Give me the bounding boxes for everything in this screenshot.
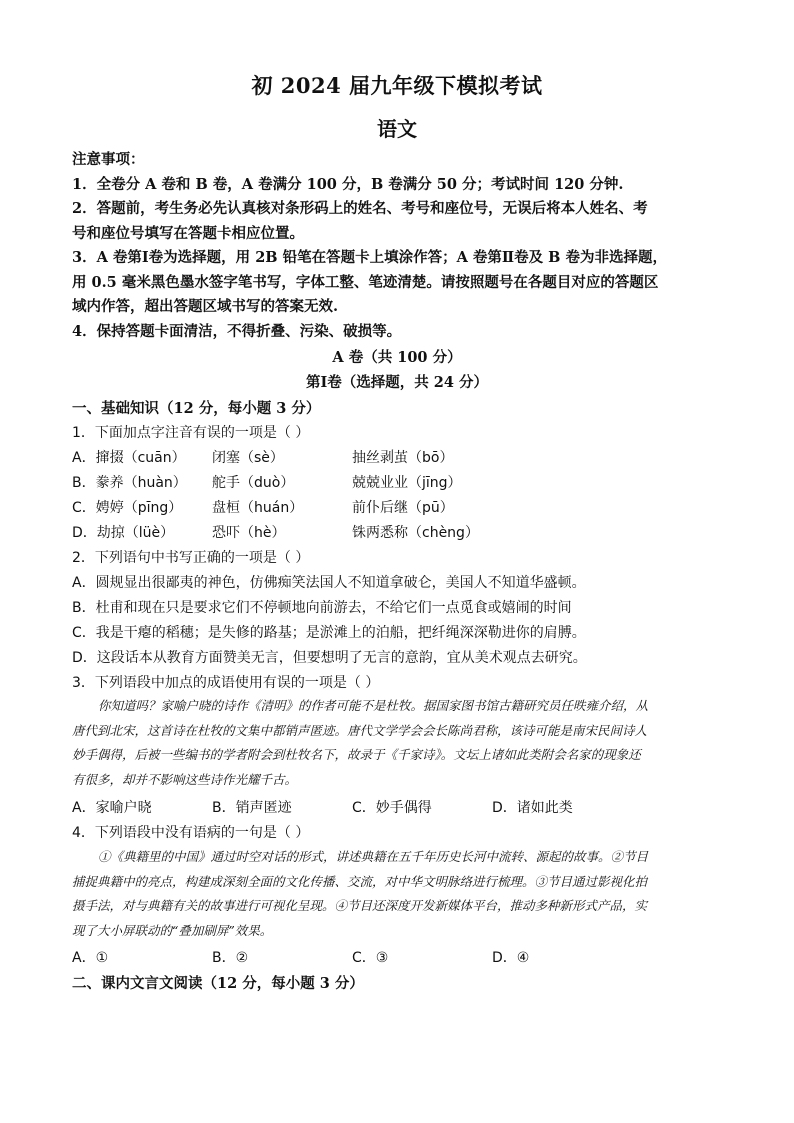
q1-option: B．豢养（huàn） xyxy=(72,475,187,491)
q4-options xyxy=(72,947,722,969)
note-line: 3．A 卷第Ⅰ卷为选择题，用 2B 铅笔在答题卡上填涂作答；A 卷第Ⅱ卷及 B 卷为非选择题， xyxy=(72,249,667,266)
note-line: 1．全卷分 A 卷和 B 卷，A 卷满分 100 分，B 卷满分 50 分；考试时间 120 分钟. xyxy=(72,175,624,193)
notes-heading: 注意事项： xyxy=(72,151,145,168)
q3-passage xyxy=(72,694,722,792)
q4-option: D．④ xyxy=(492,950,530,966)
q1-option: 舵手（duò） xyxy=(212,475,295,491)
q2-stem: 2．下列语句中书写正确的一项是（ ） xyxy=(72,550,310,566)
q4-option: B．② xyxy=(212,950,249,966)
q2-option: B．杜甫和现在只是要求它们不停顿地向前游去，不给它们一点觅食或嬉闹的时间 xyxy=(72,600,572,616)
subject-title: 语文 xyxy=(377,117,417,141)
note-line: 用 0.5 毫米黑色墨水签字笔书写，字体工整、笔迹清楚。请按照题号在各题目对应的答题区 xyxy=(72,273,659,291)
passage-line: 摄手法，对与典籍有关的故事进行可视化呈现。④节目还深度开发新媒体平台，推动多种新形式产品，实 xyxy=(72,898,648,913)
q1-option: 铢两悉称（chèng） xyxy=(352,525,479,541)
passage-line: 现了大小屏联动的“叠加刷屏”效果。 xyxy=(72,922,273,938)
q1-option-row xyxy=(72,447,722,469)
q1-option-row xyxy=(72,497,722,519)
q1-option: 盘桓（huán） xyxy=(212,500,304,516)
q4-stem: 4．下列语段中没有语病的一句是（ ） xyxy=(72,825,310,841)
q1-stem: 1．下面加点字注音有误的一项是（ ） xyxy=(72,425,310,441)
passage-line: 你知道吗？家喻户晓的诗作《清明》的作者可能不是杜牧。据国家图书馆古籍研究员任昳雍介绍，从 xyxy=(98,698,649,713)
q4-passage xyxy=(72,845,722,943)
q2-option: C．我是干瘪的稻穗；是失修的路基；是淤滩上的泊船，把纤绳深深勒进你的肩膊。 xyxy=(72,625,586,641)
part1-heading: 第Ⅰ卷（选择题，共 24 分） xyxy=(305,374,489,391)
q1-option-row xyxy=(72,522,722,544)
q2-option: D．这段话本从教育方面赞美无言，但要想明了无言的意韵，宜从美术观点去研究。 xyxy=(72,650,587,666)
q1-option: 兢兢业业（jīng） xyxy=(352,475,462,491)
q4-option: A．① xyxy=(72,950,109,966)
exam-title: 初 2024 届九年级下模拟考试 xyxy=(251,73,543,98)
paper-a-heading: A 卷（共 100 分） xyxy=(332,349,462,366)
passage-line: 唐代到北宋，这首诗在杜牧的文集中都销声匿迹。唐代文学学会会长陈尚君称，该诗可能是南宋民间诗人 xyxy=(72,722,648,738)
note-line: 域内作答，超出答题区域书写的答案无效. xyxy=(72,298,339,315)
passage-line: ①《典籍里的中国》通过时空对话的形式，讲述典籍在五千年历史长河中流转、源起的故事。②节目 xyxy=(98,849,649,864)
q1-option: 恐吓（hè） xyxy=(212,525,286,541)
q1-option: 闭塞（sè） xyxy=(212,450,284,466)
note-line: 号和座位号填写在答题卡相应位置。 xyxy=(72,224,304,242)
q1-option: C．娉婷（pīng） xyxy=(72,500,183,516)
q4-option: C．③ xyxy=(352,950,389,966)
section2-heading: 二、课内文言文阅读（12 分，每小题 3 分） xyxy=(72,975,364,992)
q3-stem: 3．下列语段中加点的成语使用有误的一项是（ ） xyxy=(72,675,380,691)
note-line: 4．保持答题卡面清洁，不得折叠、污染、破损等。 xyxy=(72,322,402,340)
q1-option-row xyxy=(72,472,722,494)
notes-block xyxy=(72,148,722,344)
q3-option: C．妙手偶得 xyxy=(352,800,432,816)
q3-option: D．诸如此类 xyxy=(492,800,573,816)
q1-option: 前仆后继（pū） xyxy=(352,500,454,516)
q1-option: 抽丝剥茧（bō） xyxy=(352,450,454,466)
passage-line: 有很多，却并不影响这些诗作光耀千古。 xyxy=(72,771,298,787)
q1-option: A．撺掇（cuān） xyxy=(72,450,186,466)
q3-option: B．销声匿迹 xyxy=(212,800,292,816)
section1-heading: 一、基础知识（12 分，每小题 3 分） xyxy=(72,400,321,417)
q3-option: A．家喻户晓 xyxy=(72,800,152,816)
q2-option: A．圆规显出很鄙夷的神色，仿佛痴笑法国人不知道拿破仑，美国人不知道华盛顿。 xyxy=(72,575,586,591)
q3-options xyxy=(72,797,722,819)
q1-option: D．劫掠（lüè） xyxy=(72,525,175,541)
passage-line: 妙手偶得，后被一些编书的学者附会到杜牧名下，故录于《千家诗》。文坛上诸如此类附会名家的现象还 xyxy=(72,747,641,762)
note-line: 2．答题前，考生务必先认真核对条形码上的姓名、考号和座位号，无误后将本人姓名、考 xyxy=(72,200,648,217)
passage-line: 捕捉典籍中的亮点，构建成深刻全面的文化传播、交流，对中华文明脉络进行梳理。③节目通过影视化拍 xyxy=(72,873,648,889)
